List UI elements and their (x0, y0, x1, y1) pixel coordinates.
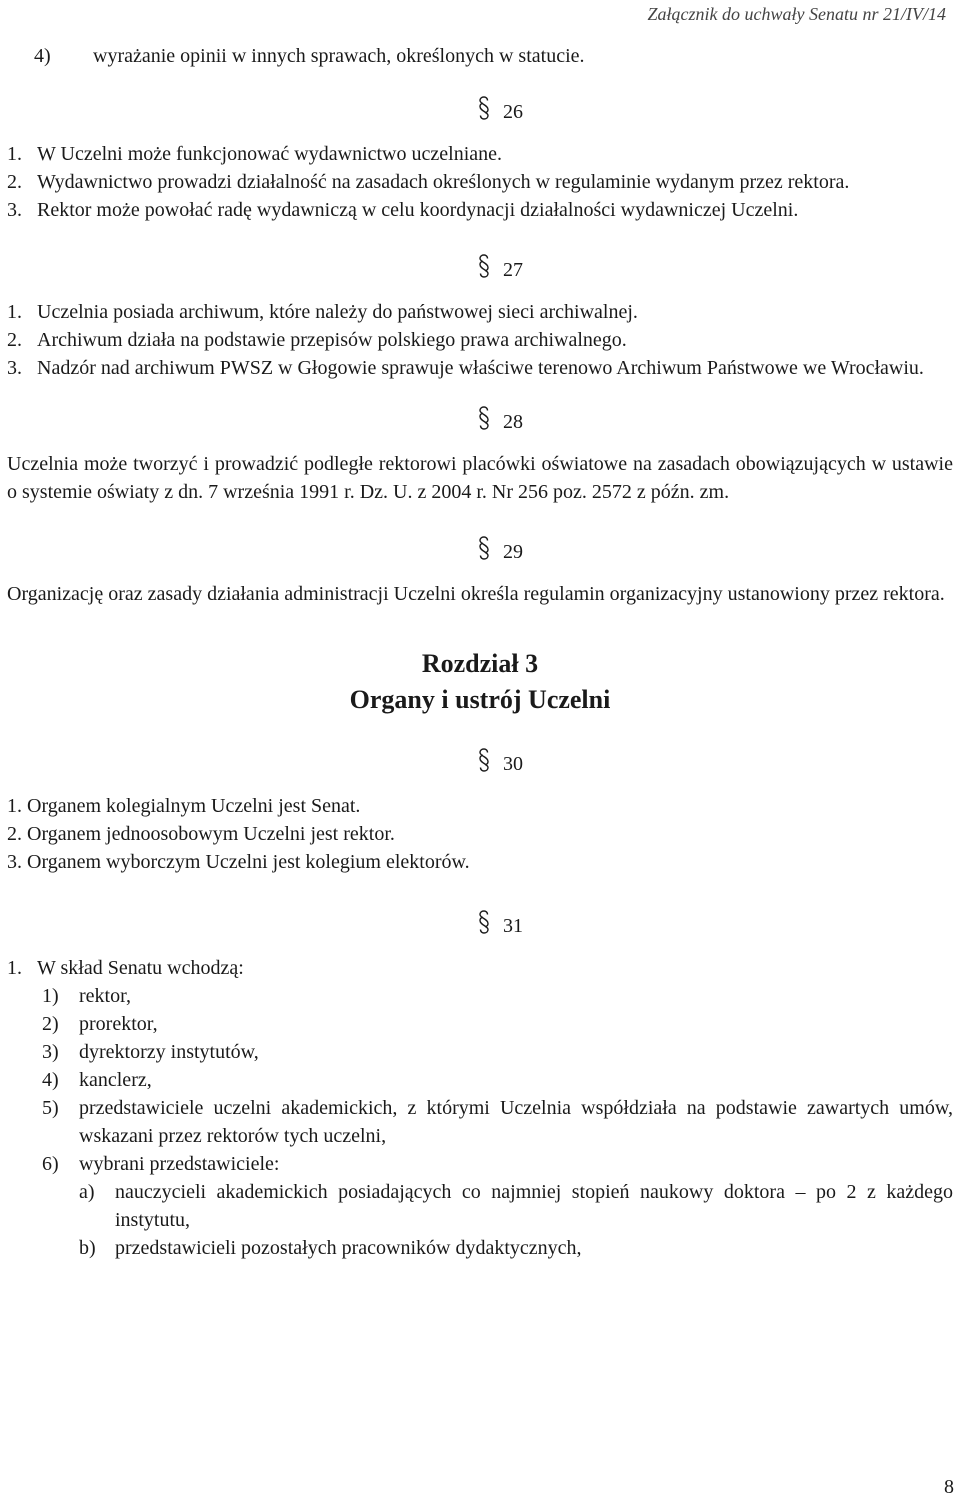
item-number: b) (79, 1237, 96, 1259)
item-number: 5) (42, 1097, 59, 1119)
section-number: 31 (503, 915, 523, 937)
section-30-body (7, 792, 953, 876)
item-text: W Uczelni może funkcjonować wydawnictwo uczelniane. (37, 143, 502, 165)
item-text: wybrani przedstawiciele: (79, 1153, 280, 1175)
item-text: nauczycieli akademickich posiadających co najmniej stopień naukowy doktora – po 2 z każdego instytutu, (115, 1181, 953, 1231)
section-number: 26 (503, 101, 523, 123)
item-text: Wydawnictwo prowadzi działalność na zasadach określonych w regulaminie wydanym przez rektora. (37, 171, 850, 193)
list-item (7, 196, 953, 224)
document-header: Załącznik do uchwały Senatu nr 21/IV/14 (647, 4, 946, 24)
list-item (42, 1066, 953, 1094)
section-28-text: Uczelnia może tworzyć i prowadzić podległe rektorowi placówki oświatowe na zasadach obowiązujących w ustawie o systemie oświaty z dn. 7 września 1991 r. Dz. U. z 2004 r. Nr 256 poz. 2572 z późn. zm. (7, 453, 953, 503)
list-item (42, 982, 953, 1010)
paragraph-sign-icon (477, 96, 491, 120)
item-number: 1. (7, 957, 22, 979)
chapter-heading (7, 646, 953, 718)
item-text: W skład Senatu wchodzą: (37, 957, 244, 979)
item-number: 1) (42, 985, 59, 1007)
list-item (7, 168, 953, 196)
section-26-body (7, 140, 953, 224)
list-item (7, 354, 953, 382)
list-item (42, 1094, 953, 1150)
item-text: przedstawiciele uczelni akademickich, z którymi Uczelnia współdziała na podstawie zawartych umów, wskazani przez rektorów tych uczelni, (79, 1097, 953, 1147)
section-heading-27 (7, 254, 953, 284)
elected-representatives-list (42, 1178, 953, 1262)
section-number: 30 (503, 753, 523, 775)
section-number: 27 (503, 259, 523, 281)
section-27-body (7, 298, 953, 382)
item-text: Uczelnia posiada archiwum, które należy do państwowej sieci archiwalnej. (37, 301, 638, 323)
item-text: kanclerz, (79, 1069, 152, 1091)
page-number: 8 (944, 1476, 954, 1498)
item-text: rektor, (79, 985, 131, 1007)
section-heading-26 (7, 96, 953, 126)
paragraph-sign-icon (477, 254, 491, 278)
item-text: dyrektorzy instytutów, (79, 1041, 259, 1063)
section-heading-30 (7, 748, 953, 778)
paragraph-sign-icon (477, 748, 491, 772)
section-heading-29 (7, 536, 953, 566)
section-number: 28 (503, 411, 523, 433)
paragraph-sign-icon (477, 406, 491, 430)
list-item (7, 326, 953, 354)
item-number: 1. (7, 143, 22, 165)
section-29-text: Organizację oraz zasady działania administracji Uczelni określa regulamin organizacyjny ustanowiony przez rektora. (7, 583, 945, 605)
list-item: 2. Organem jednoosobowym Uczelni jest rektor. (7, 823, 395, 845)
section-31-body (7, 954, 953, 1262)
list-item (79, 1234, 953, 1262)
item-number: 2. (7, 171, 22, 193)
list-item (7, 298, 953, 326)
item-number: 2. (7, 329, 22, 351)
item-number: 2) (42, 1013, 59, 1035)
list-item: 1. Organem kolegialnym Uczelni jest Senat. (7, 795, 361, 817)
item-text: prorektor, (79, 1013, 158, 1035)
page-body (7, 42, 953, 1262)
item-text: Rektor może powołać radę wydawniczą w celu koordynacji działalności wydawniczej Uczelni. (37, 199, 799, 221)
section-number: 29 (503, 541, 523, 563)
item-number: 4) (34, 45, 51, 67)
item-number: 6) (42, 1153, 59, 1175)
item-number: a) (79, 1181, 95, 1203)
list-item (42, 1010, 953, 1038)
item-text: Archiwum działa na podstawie przepisów polskiego prawa archiwalnego. (37, 329, 627, 351)
paragraph-sign-icon (477, 910, 491, 934)
paragraph-sign-icon (477, 536, 491, 560)
list-item (42, 1150, 953, 1178)
list-item (79, 1178, 953, 1234)
list-item (7, 954, 953, 982)
item-number: 3) (42, 1041, 59, 1063)
item-text: przedstawicieli pozostałych pracowników dydaktycznych, (115, 1237, 582, 1259)
item-number: 3. (7, 357, 22, 379)
chapter-number: Rozdział 3 (421, 649, 539, 678)
list-item (7, 140, 953, 168)
item-number: 1. (7, 301, 22, 323)
chapter-title: Organy i ustrój Uczelni (349, 685, 611, 714)
list-item: 3. Organem wyborczym Uczelni jest kolegium elektorów. (7, 851, 470, 873)
list-item (7, 42, 953, 70)
list-item (42, 1038, 953, 1066)
item-text: Nadzór nad archiwum PWSZ w Głogowie sprawuje właściwe terenowo Archiwum Państwowe we Wrocławiu. (37, 357, 924, 379)
item-number: 4) (42, 1069, 59, 1091)
section-heading-31 (7, 910, 953, 940)
senate-members-list (7, 982, 953, 1262)
item-number: 3. (7, 199, 22, 221)
item-text: wyrażanie opinii w innych sprawach, określonych w statucie. (93, 45, 585, 67)
section-heading-28 (7, 406, 953, 436)
